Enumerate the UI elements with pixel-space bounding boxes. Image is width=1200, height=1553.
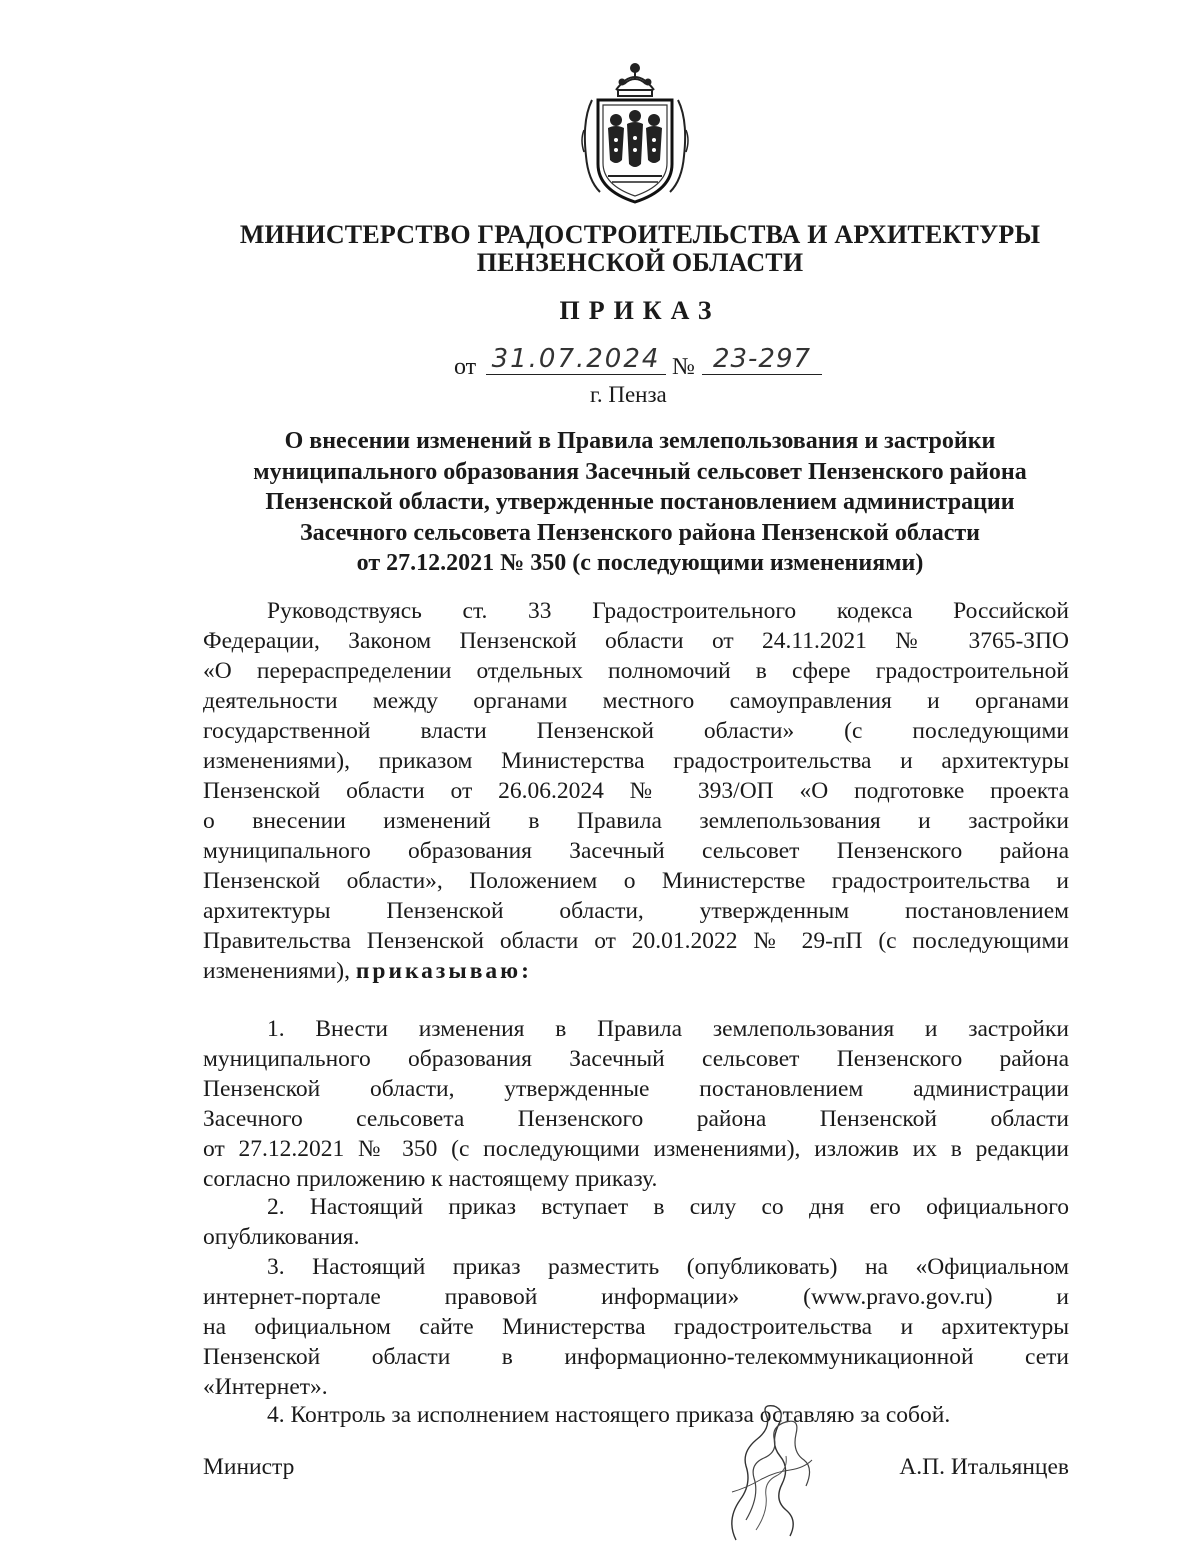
order-date: 31.07.2024	[486, 344, 666, 375]
title-line: Пензенской области, утвержденные постановлением администрации	[265, 489, 1015, 515]
date-number-line	[440, 346, 880, 386]
number-sign: №	[672, 354, 695, 380]
paragraph-line: опубликования.	[203, 1224, 360, 1250]
paragraph-line: Пензенской области в информационно-телекоммуникационной сети	[203, 1344, 1069, 1370]
paragraph-line: муниципального образования Засечный сельсовет Пензенского района	[203, 838, 1069, 864]
date-prefix: от	[454, 354, 477, 380]
paragraph-line: согласно приложению к настоящему приказу.	[203, 1166, 658, 1192]
title-line: Засечного сельсовета Пензенского района Пензенской области	[300, 519, 980, 546]
paragraph-line-last	[203, 956, 1069, 986]
city: г. Пенза	[590, 382, 667, 407]
paragraph-line: Пензенской области», Положением о Министерстве градостроительства и	[203, 868, 1069, 894]
signatory-name: А.П. Итальянцев	[899, 1454, 1069, 1480]
signature-row	[203, 1454, 1069, 1494]
paragraph-line: о внесении изменений в Правила землепользования и застройки	[203, 808, 1069, 834]
order-word: приказываю:	[355, 958, 532, 984]
paragraph-line: 1. Внести изменения в Правила землепользования и застройки	[267, 1016, 1069, 1042]
paragraph-line: Федерации, Законом Пензенской области от 24.11.2021 № 3765-ЗПО	[203, 628, 1069, 654]
order-number: 23-297	[702, 344, 822, 375]
item-2	[203, 1192, 1069, 1252]
paragraph-line: Правительства Пензенской области от 20.01.2022 № 29-пП (с последующими	[203, 928, 1069, 954]
paragraph-line: Засечного сельсовета Пензенского района Пензенской области	[203, 1106, 1069, 1132]
ministry-name-line2: ПЕНЗЕНСКОЙ ОБЛАСТИ	[476, 248, 804, 277]
paragraph-line: «Интернет».	[203, 1374, 328, 1400]
paragraph-line: деятельности между органами местного самоуправления и органами	[203, 688, 1069, 714]
paragraph-line: изменениями), приказом Министерства градостроительства и архитектуры	[203, 748, 1069, 774]
paragraph-line: муниципального образования Засечный сельсовет Пензенского района	[203, 1046, 1069, 1072]
item-1	[203, 1014, 1069, 1194]
paragraph-line: Руководствуясь ст. 33 Градостроительного кодекса Российской	[267, 598, 1069, 624]
paragraph-line: архитектуры Пензенской области, утвержденным постановлением	[203, 898, 1069, 924]
title-line: от 27.12.2021 № 350 (с последующими изменениями)	[356, 550, 924, 576]
paragraph-line: 2. Настоящий приказ вступает в силу со дня его официального	[267, 1194, 1069, 1220]
signatory-role: Министр	[203, 1454, 295, 1480]
paragraph-line: Пензенской области от 26.06.2024 № 393/ОП «О подготовке проекта	[203, 778, 1069, 804]
paragraph-line: интернет-портале правовой информации» (www.pravo.gov.ru) и	[203, 1284, 1069, 1310]
coat-of-arms-icon	[578, 60, 692, 210]
paragraph-line: 3. Настоящий приказ разместить (опубликовать) на «Официальном	[267, 1254, 1069, 1280]
document-type: ПРИКАЗ	[559, 296, 721, 325]
ministry-name-line1: МИНИСТЕРСТВО ГРАДОСТРОИТЕЛЬСТВА И АРХИТЕКТУРЫ	[239, 220, 1041, 249]
title-line: муниципального образования Засечный сельсовет Пензенского района	[253, 458, 1027, 485]
paragraph-line: Пензенской области, утвержденные постановлением администрации	[203, 1076, 1069, 1102]
preamble-tail: изменениями),	[203, 958, 350, 984]
paragraph-line: государственной власти Пензенской области» (с последующими	[203, 718, 1069, 744]
title-line: О внесении изменений в Правила землепользования и застройки	[284, 428, 996, 454]
paragraph-line: «О перераспределении отдельных полномочий в сфере градостроительной	[203, 658, 1069, 684]
item-4	[203, 1400, 1069, 1430]
paragraph-line: на официальном сайте Министерства градостроительства и архитектуры	[203, 1314, 1069, 1340]
paragraph-line: от 27.12.2021 № 350 (с последующими изменениями), изложив их в редакции	[203, 1136, 1069, 1162]
preamble-paragraph	[203, 596, 1069, 986]
paragraph-line: 4. Контроль за исполнением настоящего приказа оставляю за собой.	[267, 1402, 951, 1428]
order-title	[150, 426, 1130, 579]
item-3	[203, 1252, 1069, 1402]
